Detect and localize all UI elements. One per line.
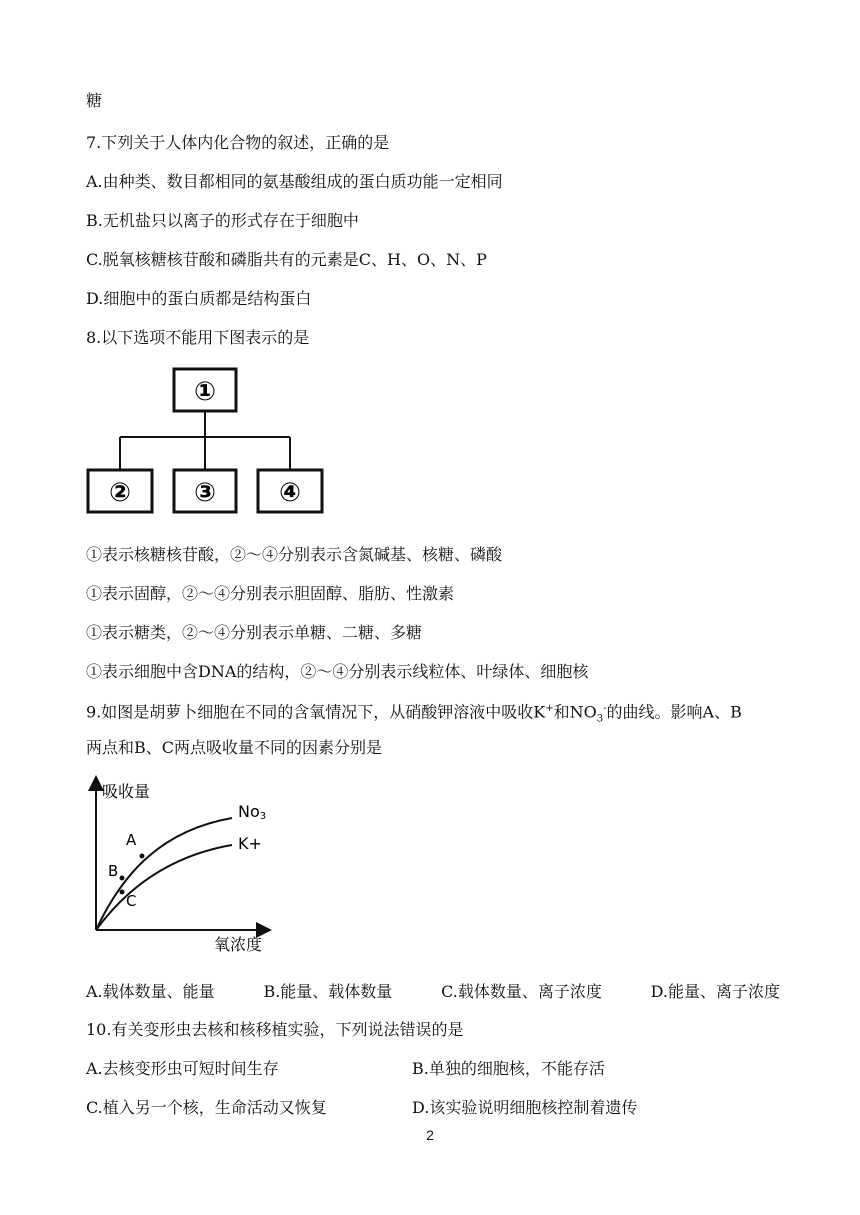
question-8-option-2: ①表示固醇，②～④分别表示胆固醇、脂肪、性激素 <box>86 584 455 603</box>
tree-node-child-3-label: ④ <box>278 478 302 508</box>
tree-node-child-2-label: ③ <box>193 478 217 508</box>
point-c-marker <box>120 890 125 895</box>
curve-nitrate-label: No3 <box>238 802 267 822</box>
question-7-option-b: B.无机盐只以离子的形式存在于细胞中 <box>86 211 359 230</box>
question-8-stem: 8.以下选项不能用下图表示的是 <box>86 328 310 347</box>
question-10-option-d: D.该实验说明细胞核控制着遗传 <box>412 1098 638 1117</box>
question-8-option-4: ①表示细胞中含DNA的结构，②～④分别表示线粒体、叶绿体、细胞核 <box>86 662 589 681</box>
question-10-option-b: B.单独的细胞核，不能存活 <box>412 1059 605 1078</box>
question-9-option-c: C.载体数量、离子浓度 <box>441 982 602 1001</box>
curve-potassium-label: K+ <box>238 834 262 853</box>
question-7-option-d: D.细胞中的蛋白质都是结构蛋白 <box>86 289 312 308</box>
question-9-stem-line1: 9.如图是胡萝卜细胞在不同的含氧情况下，从硝酸钾溶液中吸收K+和$NO_3^-$的曲线。影响A、B <box>86 702 742 725</box>
question-10-options-row-1 <box>86 1059 786 1079</box>
question-7-option-c: C.脱氧核糖核苷酸和磷脂共有的元素是C、H、O、N、P <box>86 250 487 269</box>
page-number: 2 <box>426 1127 434 1143</box>
question-10-option-a: A.去核变形虫可短时间生存 <box>86 1059 279 1078</box>
question-9-option-a: A.载体数量、能量 <box>86 982 215 1001</box>
point-a-label: A <box>126 831 137 849</box>
x-axis-label: 氧浓度 <box>214 935 263 954</box>
top-fragment-text: 糖 <box>86 91 103 110</box>
question-8-option-1: ①表示核糖核苷酸，②～④分别表示含氮碱基、核糖、磷酸 <box>86 545 503 564</box>
question-7-option-a: A.由种类、数目都相同的氨基酸组成的蛋白质功能一定相同 <box>86 172 503 191</box>
question-8-option-3: ①表示糖类，②～④分别表示单糖、二糖、多糖 <box>86 623 423 642</box>
question-9-option-d: D.能量、离子浓度 <box>650 982 780 1001</box>
tree-node-child-1-label: ② <box>108 478 132 508</box>
absorption-chart <box>84 775 294 955</box>
y-axis-label: 吸收量 <box>102 782 151 801</box>
question-7-stem: 7.下列关于人体内化合物的叙述，正确的是 <box>86 133 390 152</box>
question-10-options-row-2 <box>86 1098 786 1118</box>
question-10-stem: 10.有关变形虫去核和核移植实验，下列说法错误的是 <box>86 1020 464 1039</box>
point-b-label: B <box>108 862 119 880</box>
point-b-marker <box>120 876 125 881</box>
question-9-stem-line2: 两点和B、C两点吸收量不同的因素分别是 <box>86 738 383 757</box>
point-a-marker <box>140 854 145 859</box>
question-9-option-b: B.能量、载体数量 <box>263 982 393 1001</box>
question-9-options <box>86 982 780 1002</box>
curve-potassium <box>96 845 232 930</box>
tree-node-root-label: ① <box>193 377 217 407</box>
point-c-label: C <box>126 892 137 910</box>
tree-diagram <box>84 364 344 524</box>
question-10-option-c: C.植入另一个核，生命活动又恢复 <box>86 1098 327 1117</box>
